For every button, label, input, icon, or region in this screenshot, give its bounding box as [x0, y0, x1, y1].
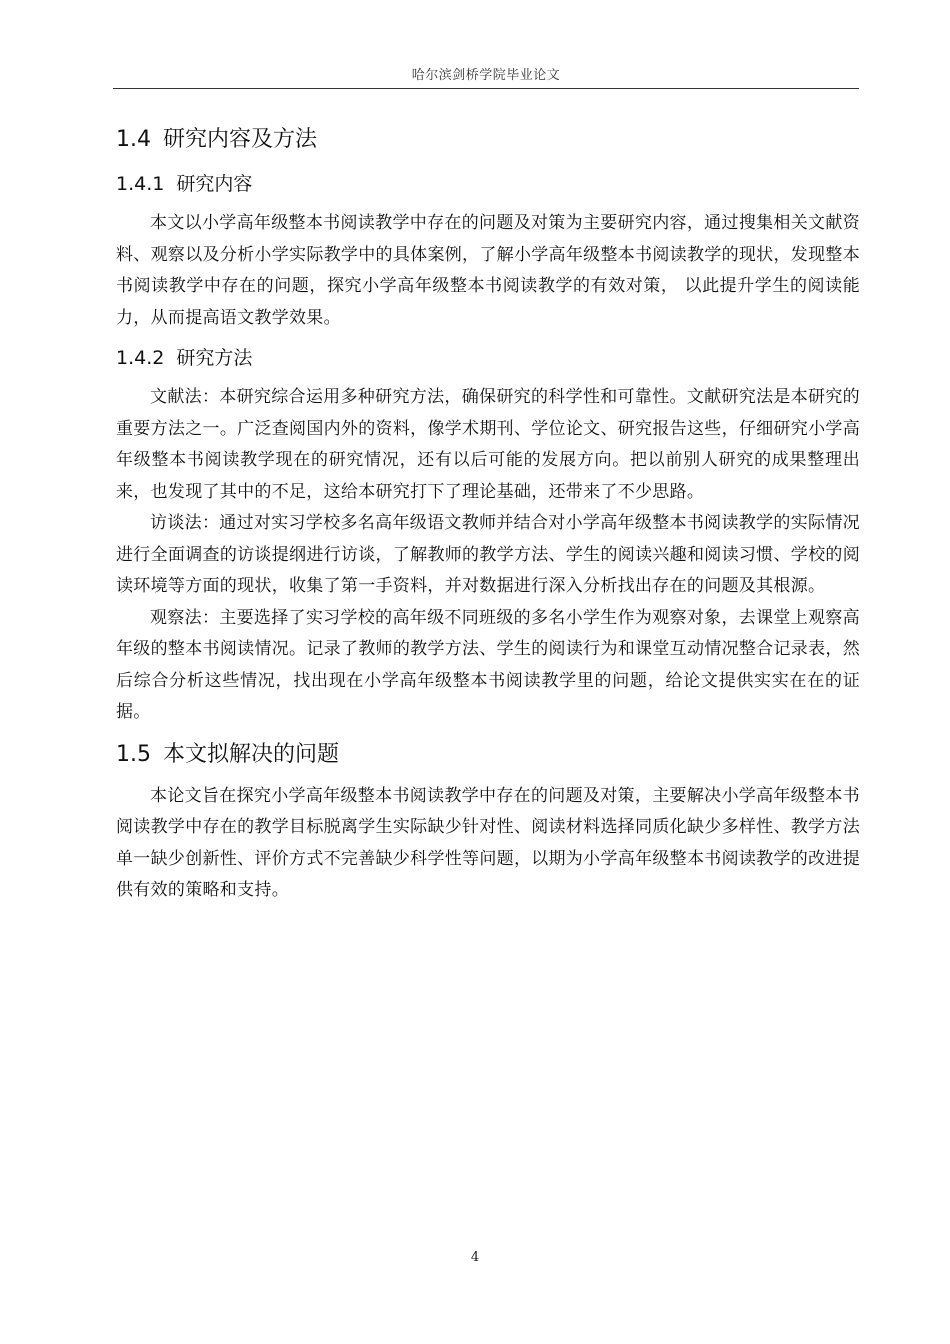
section-heading-1-4: [116, 120, 860, 160]
subsection-number: 1.4.1: [116, 173, 165, 195]
paragraph-observation-method: 观察法：主要选择了实习学校的高年级不同班级的多名小学生作为观察对象，去课堂上观察高年级的整本书阅读情况。记录了教师的教学方法、学生的阅读行为和课堂互动情况整合记录表，然后综合分析这些情况，找出现在小学高年级整本书阅读教学里的问题，给论文提供实实在在的证据。: [116, 607, 860, 722]
header-divider: [113, 88, 859, 89]
subsection-title: 研究方法: [176, 347, 253, 369]
paragraph-interview-method: 访谈法：通过对实习学校多名高年级语文教师并结合对小学高年级整本书阅读教学的实际情况进行全面调查的访谈提纲进行访谈，了解教师的教学方法、学生的阅读兴趣和阅读习惯、学校的阅读环境等方面的现状，收集了第一手资料，并对数据进行深入分析找出存在的问题及其根源。: [116, 513, 860, 596]
subsection-heading-1-4-2: [116, 340, 860, 376]
section-number: 1.4: [116, 127, 151, 152]
page-number: 4: [470, 1250, 480, 1265]
section-title: 研究内容及方法: [163, 127, 318, 152]
section-title: 本文拟解决的问题: [163, 741, 340, 767]
section-number: 1.5: [116, 741, 151, 767]
section-heading-1-5: [116, 735, 860, 775]
subsection-title: 研究内容: [176, 173, 253, 195]
paragraph-problems-to-solve: 本论文旨在探究小学高年级整本书阅读教学中存在的问题及对策，主要解决小学高年级整本书阅读教学中存在的教学目标脱离学生实际缺少针对性、阅读材料选择同质化缺少多样性、教学方法单一缺少创新性、评价方式不完善缺少科学性等问题，以期为小学高年级整本书阅读教学的改进提供有效的策略和支持。: [116, 785, 860, 900]
paragraph-research-content: 本文以小学高年级整本书阅读教学中存在的问题及对策为主要研究内容，通过搜集相关文献资料、观察以及分析小学实际教学中的具体案例，了解小学高年级整本书阅读教学的现状，发现整本书阅读教学中存在的问题，探究小学高年级整本书阅读教学的有效对策， 以此提升学生的阅读能力，从而提高语文教学效果。: [116, 213, 860, 328]
running-header: 哈尔滨剑桥学院毕业论文: [411, 68, 561, 83]
paragraph-literature-method: 文献法：本研究综合运用多种研究方法，确保研究的科学性和可靠性。文献研究法是本研究的重要方法之一。广泛查阅国内外的资料，像学术期刊、学位论文、研究报告这些，仔细研究小学高年级整本书阅读教学现在的研究情况，还有以后可能的发展方向。把以前别人研究的成果整理出来，也发现了其中的不足，这给本研究打下了理论基础，还带来了不少思路。: [116, 387, 860, 502]
page-body: [116, 120, 860, 907]
subsection-number: 1.4.2: [116, 347, 165, 369]
subsection-heading-1-4-1: [116, 166, 860, 202]
